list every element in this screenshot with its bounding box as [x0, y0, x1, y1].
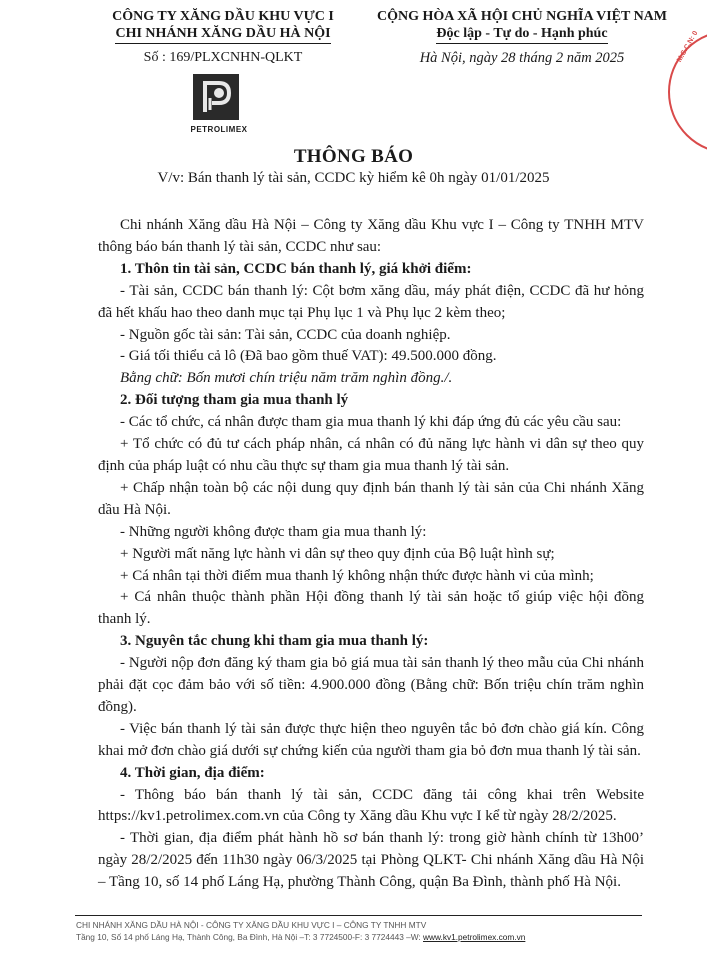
- paragraph: - Thông báo bán thanh lý tài sản, CCDC đăng tải công khai trên Website https://kv1.petrolimex.com.vn của Công ty Xăng dầu Khu vực I kể từ ngày 28/2/2025.: [98, 786, 644, 825]
- paragraph: + Người mất năng lực hành vi dân sự theo quy định của Bộ luật hình sự;: [120, 545, 555, 562]
- issuer-branch: CHI NHÁNH XĂNG DẦU HÀ NỘI: [115, 25, 330, 44]
- paragraph: - Người nộp đơn đăng ký tham gia bỏ giá mua tài sản thanh lý theo mẫu của Chi nhánh phải đặt cọc đảm bảo với số tiền: 4.900.000 đồng (Bằng chữ: Bốn triệu chín trăm nghìn đồng).: [98, 655, 644, 715]
- paragraph: + Cá nhân tại thời điểm mua thanh lý không nhận thức được hành vi của mình;: [120, 567, 594, 584]
- paragraph: - Giá tối thiểu cả lô (Đã bao gồm thuế VAT): 49.500.000 đồng.: [120, 348, 497, 365]
- paragraph: - Tài sản, CCDC bán thanh lý: Cột bơm xăng dầu, máy phát điện, CCDC đã hư hỏng đã hết khấu hao theo danh mục tại Phụ lục 1 và Phụ lục 2 kèm theo;: [98, 282, 644, 321]
- place-date: Hà Nội, ngày 28 tháng 2 năm 2025: [419, 50, 625, 66]
- section-3-heading: 3. Nguyên tắc chung khi tham gia mua thanh lý:: [120, 633, 429, 650]
- document-subject: V/v: Bán thanh lý tài sản, CCDC kỳ hiểm kê 0h ngày 01/01/2025: [157, 170, 550, 186]
- company-seal: [668, 30, 707, 154]
- paragraph: - Các tổ chức, cá nhân được tham gia mua thanh lý khi đáp ứng đủ các yêu cầu sau:: [120, 414, 622, 431]
- issuer-company: CÔNG TY XĂNG DẦU KHU VỰC I: [112, 9, 334, 24]
- amount-in-words: Bằng chữ: Bốn mươi chín triệu năm trăm nghìn đồng./.: [120, 370, 453, 387]
- document-title: THÔNG BÁO: [293, 146, 414, 167]
- document-number: Số : 169/PLXCNHN-QLKT: [143, 50, 303, 65]
- national-motto: Độc lập - Tự do - Hạnh phúc: [436, 25, 607, 44]
- logo-wordmark: PETROLIMEX: [190, 125, 248, 134]
- national-header: [352, 8, 692, 44]
- document-body: [98, 215, 644, 894]
- country-name: CỘNG HÒA XÃ HỘI CHỦ NGHĨA VIỆT NAM: [376, 9, 667, 24]
- paragraph: - Thời gian, địa điểm phát hành hồ sơ bán thanh lý: trong giờ hành chính từ 13h00’ ngày 28/2/2025 đến 11h30 ngày 06/3/2025 tại Phòng QLKT- Chi nhánh Xăng dầu Hà Nội – Tầng 10, số 14 phố Láng Hạ, phường Thành Công, quận Ba Đình, thành phố Hà Nội.: [98, 830, 644, 891]
- footer-divider: [75, 915, 642, 916]
- section-4-heading: 4. Thời gian, địa điểm:: [120, 764, 265, 781]
- paragraph: - Những người không được tham gia mua thanh lý:: [120, 523, 427, 540]
- intro-paragraph: Chi nhánh Xăng dầu Hà Nội – Công ty Xăng dầu Khu vực I – Công ty TNHH MTV thông báo bán thanh lý tài sản, CCDC như sau:: [98, 217, 644, 255]
- paragraph: + Chấp nhận toàn bộ các nội dung quy định bán thanh lý tài sản của Chi nhánh Xăng dầu Hà Nội.: [98, 479, 644, 518]
- paragraph: - Nguồn gốc tài sản: Tài sản, CCDC của doanh nghiệp.: [120, 326, 451, 343]
- issuer-header: [98, 8, 348, 44]
- section-1-heading: 1. Thôn tin tài sản, CCDC bán thanh lý, giá khởi điểm:: [120, 260, 472, 277]
- footer-company: CHI NHÁNH XĂNG DẦU HÀ NỘI - CÔNG TY XĂNG DẦU KHU VỰC I – CÔNG TY TNHH MTV: [76, 920, 427, 930]
- petrolimex-logo: [176, 74, 262, 136]
- paragraph: - Việc bán thanh lý tài sản được thực hiện theo nguyên tắc bỏ đơn chào giá kín. Công khai mở đơn chào giá dưới sự chứng kiến của người tham gia bỏ đơn mua thanh lý tài sản.: [98, 720, 644, 759]
- paragraph: + Cá nhân thuộc thành phần Hội đồng thanh lý tài sản hoặc tổ giúp việc hội đồng thanh lý.: [98, 589, 644, 628]
- footer-contact: [76, 932, 525, 942]
- paragraph: + Tổ chức có đủ tư cách pháp nhân, cá nhân có đủ năng lực hành vi dân sự theo quy định của pháp luật có nhu cầu thực sự tham gia mua thanh lý tài sản.: [98, 436, 644, 474]
- footer-address: Tầng 10, Số 14 phố Láng Hạ, Thành Công, Ba Đình, Hà Nội –T: 3 7724500-F: 3 7724443 –W:: [76, 932, 424, 942]
- footer-website-link[interactable]: www.kv1.petrolimex.com.vn: [423, 932, 526, 942]
- petrolimex-logo-icon: [193, 74, 239, 120]
- seal-text: M.S.C.N: 0: [676, 30, 700, 64]
- section-2-heading: 2. Đối tượng tham gia mua thanh lý: [120, 392, 349, 409]
